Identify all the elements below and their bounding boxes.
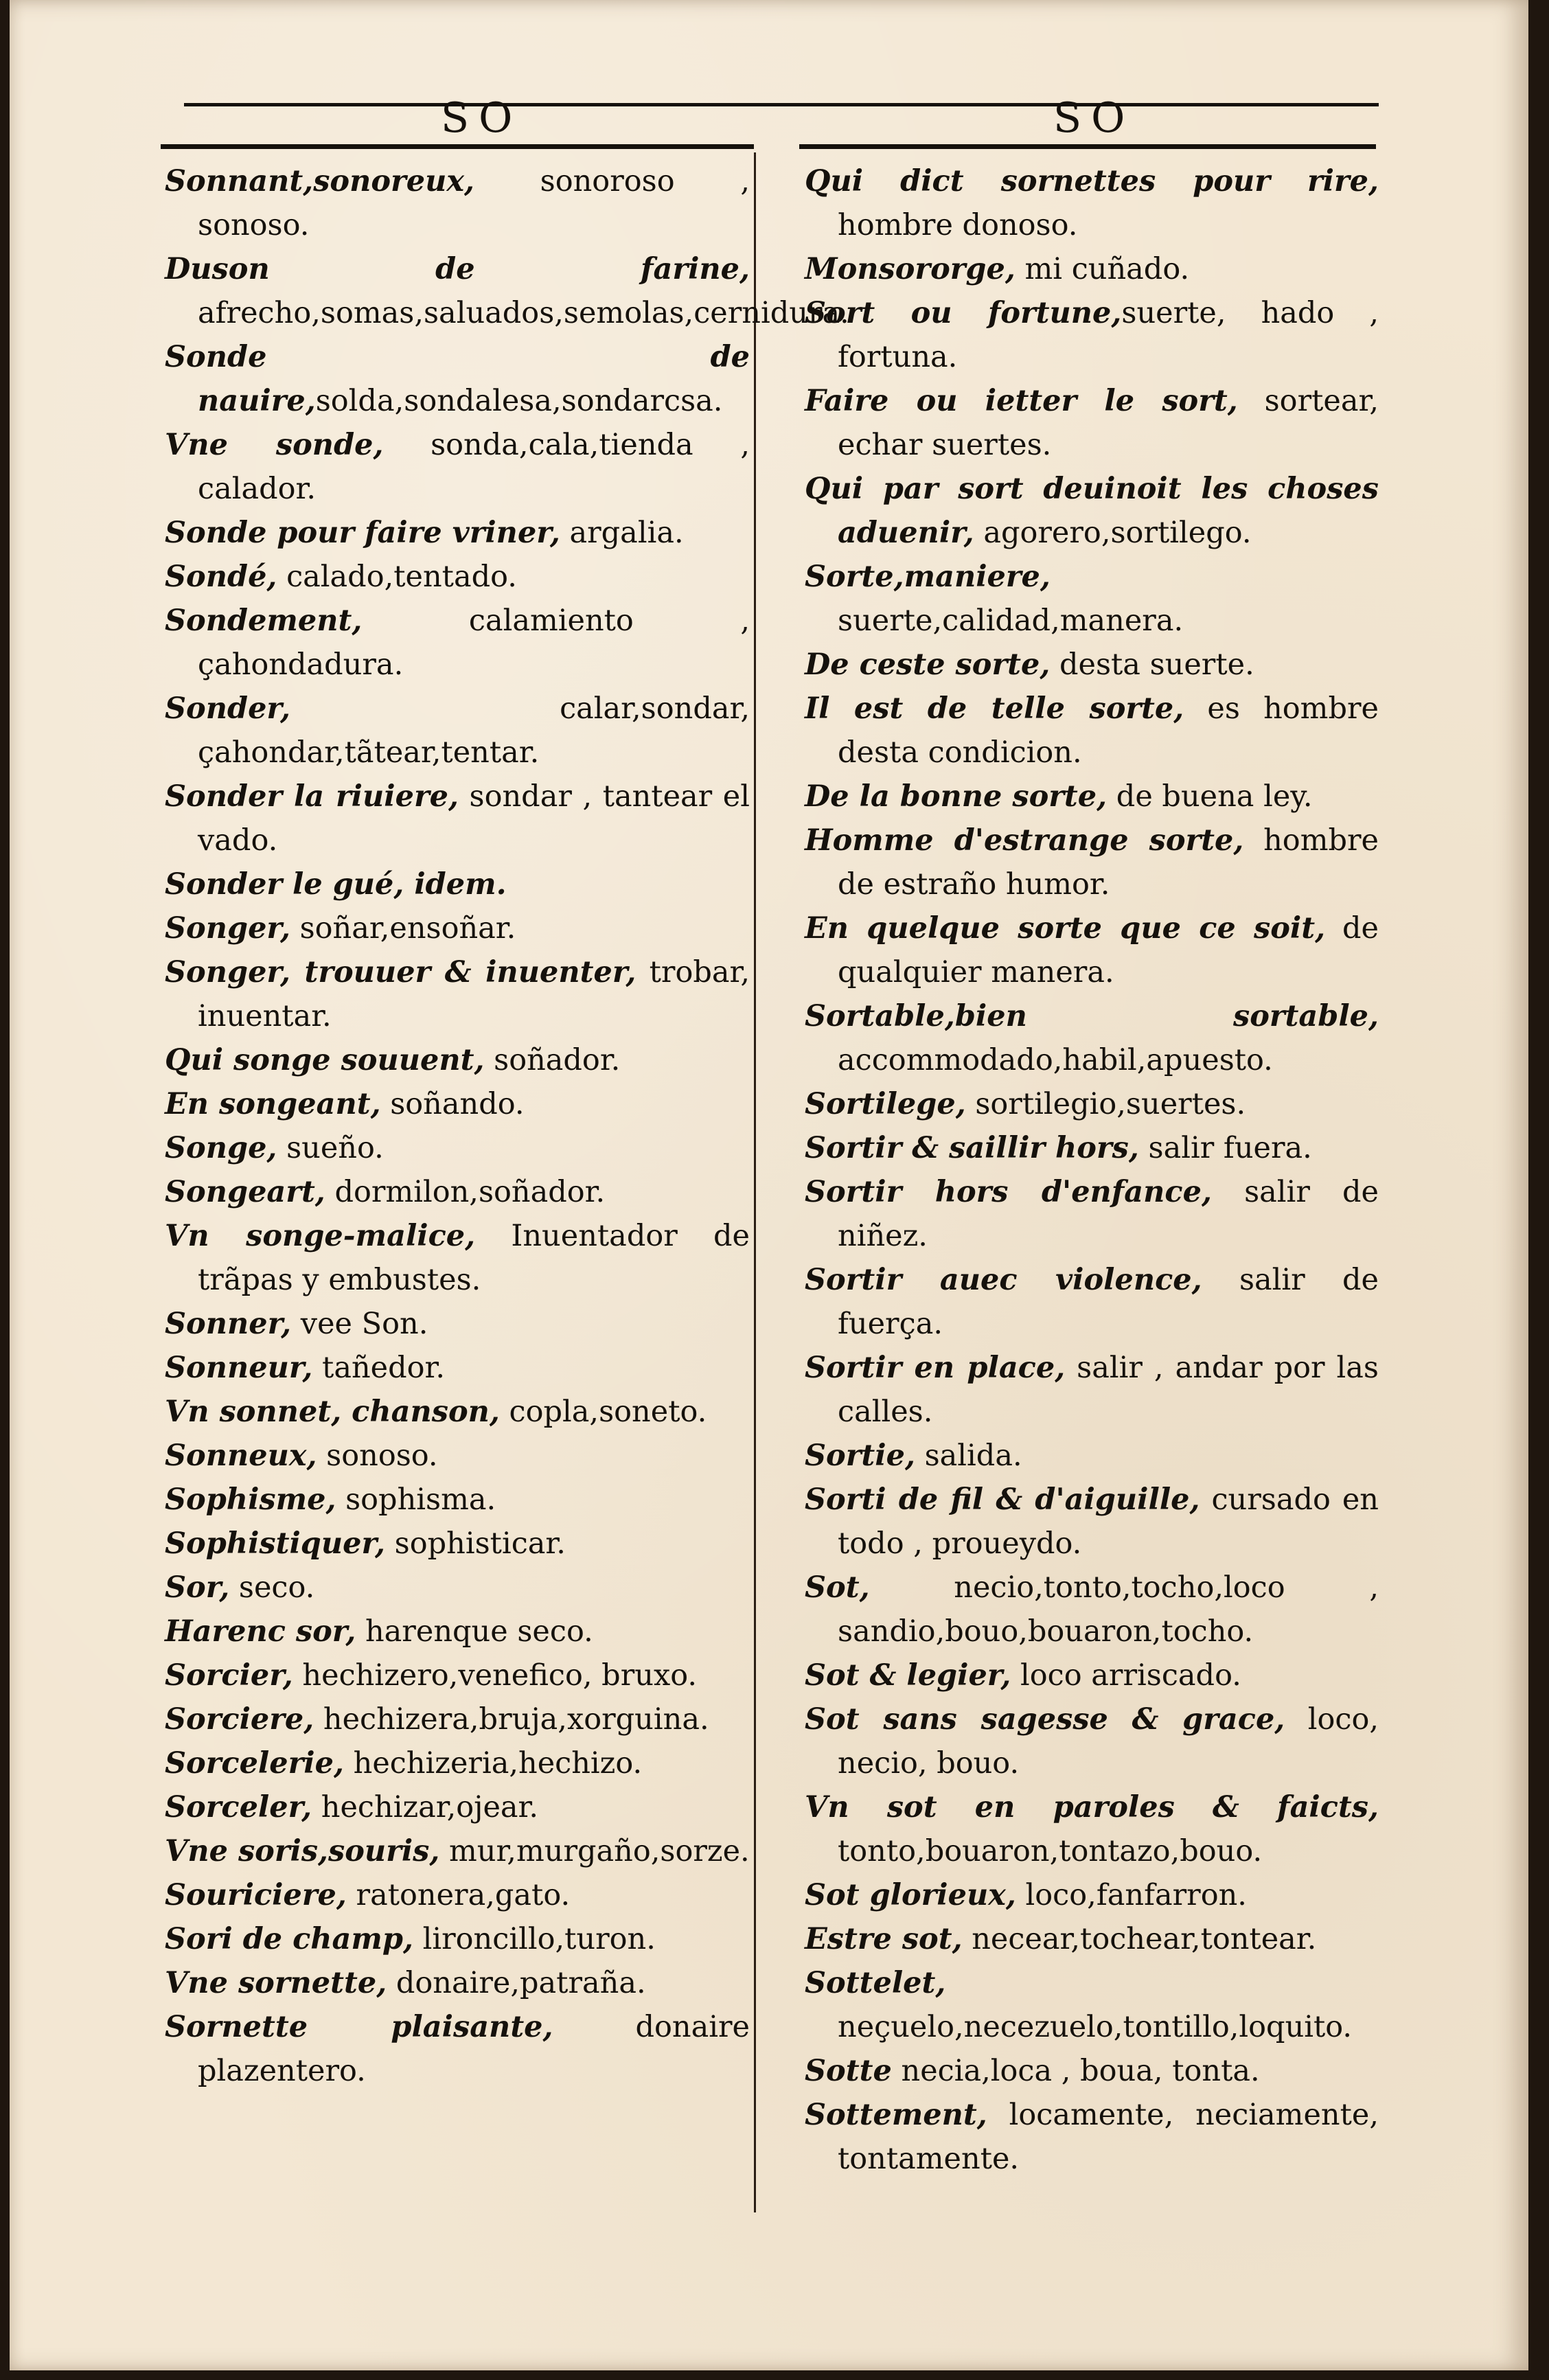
dictionary-entry [165, 1961, 750, 2005]
entry-translation: salir fuera. [1138, 1131, 1312, 1165]
entry-headword: Qui par sort deuinoit les choses aduenir, [805, 472, 1379, 550]
entry-headword: Vn songe-malice, [165, 1219, 476, 1253]
dictionary-entry [805, 1346, 1379, 1434]
entry-headword: Harenc sor, [165, 1614, 356, 1649]
entry-translation: calado,tentado. [277, 560, 517, 594]
entry-translation: Inuentador de trãpas y embustes. [198, 1219, 750, 1297]
entry-headword: Sort ou fortune, [805, 296, 1122, 330]
dictionary-entry [165, 555, 750, 599]
dictionary-entry [805, 467, 1379, 555]
entry-translation: salir , andar por las calles. [838, 1351, 1379, 1429]
dictionary-entry [805, 1785, 1379, 1873]
dictionary-entry [165, 511, 750, 555]
entry-headword: Songer, [165, 911, 290, 946]
dictionary-entry [805, 247, 1379, 291]
dictionary-entry [805, 687, 1379, 775]
dictionary-entry [165, 2005, 750, 2093]
entry-headword: Sottelet, [805, 1966, 946, 2000]
dictionary-entry [165, 1302, 750, 1346]
entry-translation: hechizera,bruja,xorguina. [314, 1702, 709, 1737]
entry-translation: loco, necio, bouo. [838, 1702, 1379, 1781]
entry-headword: Sorti de fil & d'aiguille, [805, 1483, 1200, 1517]
entry-translation: hombre donoso. [838, 208, 1078, 242]
dictionary-entry [805, 1258, 1379, 1346]
entry-translation: donaire,patraña. [387, 1966, 646, 2000]
entry-translation: hombre de estraño humor. [838, 823, 1379, 902]
entry-translation: neçuelo,necezuelo,tontillo,loquito. [838, 2010, 1353, 2044]
dictionary-entry [165, 687, 750, 775]
entry-headword: Songeart, [165, 1175, 325, 1209]
entry-headword: De ceste sorte, [805, 648, 1051, 682]
entry-headword: Sorciere, [165, 1702, 314, 1737]
entry-headword: Sori de champ, [165, 1922, 413, 1956]
entry-translation: suerte,calidad,manera. [838, 604, 1184, 638]
entry-headword: Il est de telle sorte, [805, 691, 1184, 726]
dictionary-page [10, 0, 1528, 2370]
entry-translation: salida. [915, 1439, 1022, 1473]
right-column [805, 159, 1379, 2181]
entry-translation: necia,loca , boua, tonta. [891, 2054, 1260, 2088]
entry-headword: Sortir auec violence, [805, 1263, 1202, 1297]
entry-translation: hechizero,venefico, bruxo. [292, 1658, 698, 1693]
entry-translation: mur,murgaño,sorze. [439, 1834, 750, 1868]
entry-translation: trobar, inuentar. [198, 955, 750, 1033]
entry-translation: sonoso. [317, 1439, 438, 1473]
dictionary-entry [805, 291, 1379, 379]
entry-headword: Sonder, [165, 691, 290, 726]
dictionary-entry [165, 1610, 750, 1654]
entry-translation: solda,sondalesa,sondarcsa. [315, 384, 723, 418]
dictionary-entry [165, 906, 750, 950]
entry-translation: sortilegio,suertes. [965, 1087, 1246, 1121]
header-rule-left [161, 144, 754, 149]
dictionary-entry [805, 1170, 1379, 1258]
entry-translation: hechizeria,hechizo. [343, 1746, 643, 1781]
header-rule-right [799, 144, 1376, 149]
entry-translation: cursado en todo , proueydo. [838, 1483, 1379, 1561]
dictionary-entry [165, 1917, 750, 1961]
entry-translation: mi cuñado. [1015, 252, 1190, 286]
dictionary-entry [805, 775, 1379, 819]
dictionary-entry [165, 1785, 750, 1829]
dictionary-entry [165, 862, 750, 906]
entry-translation: necear,tochear,tontear. [962, 1922, 1317, 1956]
dictionary-entry [805, 1082, 1379, 1126]
entry-headword: Sonde de nauire, [165, 340, 750, 418]
dictionary-entry [805, 1434, 1379, 1478]
dictionary-entry [165, 159, 750, 247]
entry-headword: Sophistiquer, [165, 1526, 385, 1561]
dictionary-entry [805, 643, 1379, 687]
entry-translation: soñador. [484, 1043, 621, 1077]
entry-headword: Songe, [165, 1131, 277, 1165]
entry-headword: Sorte,maniere, [805, 560, 1051, 594]
dictionary-entry [805, 1873, 1379, 1917]
entry-headword: Qui dict sornettes pour rire, [805, 164, 1379, 198]
dictionary-entry [165, 1654, 750, 1697]
entry-headword: Sortir & saillir hors, [805, 1131, 1139, 1165]
entry-headword: Monsororge, [805, 252, 1016, 286]
dictionary-entry [805, 2049, 1379, 2093]
entry-headword: Faire ou ietter le sort, [805, 384, 1238, 418]
dictionary-entry [805, 1566, 1379, 1654]
dictionary-entry [165, 1522, 750, 1566]
entry-translation: argalia. [560, 516, 684, 550]
dictionary-entry [165, 247, 849, 335]
dictionary-entry [165, 1126, 750, 1170]
entry-translation: de qualquier manera. [838, 911, 1379, 989]
entry-headword: Sor, [165, 1570, 230, 1605]
running-header-left: SO [441, 94, 523, 142]
dictionary-entry [805, 1697, 1379, 1785]
entry-translation: soñando. [380, 1087, 525, 1121]
entry-headword: En quelque sorte que ce soit, [805, 911, 1326, 946]
entry-headword: Sondement, [165, 604, 363, 638]
entry-translation: copla,soneto. [499, 1395, 707, 1429]
entry-headword: Sot & legier, [805, 1658, 1011, 1693]
entry-translation: seco. [229, 1570, 315, 1605]
dictionary-entry [165, 335, 750, 423]
dictionary-entry [805, 379, 1379, 467]
entry-translation: lironcillo,turon. [413, 1922, 656, 1956]
entry-translation: dormilon,soñador. [325, 1175, 606, 1209]
entry-headword: Sorcelerie, [165, 1746, 344, 1781]
entry-headword: Sonder le gué, idem. [165, 867, 507, 902]
entry-translation: sonoroso , sonoso. [198, 164, 750, 242]
entry-headword: Sortir hors d'enfance, [805, 1175, 1212, 1209]
entry-headword: Sonnant,sonoreux, [165, 164, 474, 198]
entry-headword: Sondé, [165, 560, 277, 594]
entry-headword: Souriciere, [165, 1878, 347, 1912]
entry-headword: Sortilege, [805, 1087, 966, 1121]
entry-headword: Estre sot, [805, 1922, 963, 1956]
entry-headword: Sorceler, [165, 1790, 312, 1824]
entry-headword: Sophisme, [165, 1483, 336, 1517]
entry-translation: hechizar,ojear. [312, 1790, 539, 1824]
dictionary-entry [805, 1961, 1379, 2049]
entry-translation: salir de niñez. [838, 1175, 1379, 1253]
dictionary-entry [165, 1390, 750, 1434]
entry-headword: Sorcier, [165, 1658, 293, 1693]
dictionary-entry [165, 1082, 750, 1126]
dictionary-entry [805, 2093, 1379, 2181]
dictionary-entry [165, 1478, 750, 1522]
dictionary-entry [165, 775, 750, 862]
dictionary-entry [805, 819, 1379, 906]
dictionary-entry [165, 1434, 750, 1478]
entry-headword: Vn sot en paroles & faicts, [805, 1790, 1379, 1824]
entry-headword: Sonneur, [165, 1351, 313, 1385]
entry-headword: Sonde pour faire vriner, [165, 516, 560, 550]
entry-translation: salir de fuerça. [838, 1263, 1379, 1341]
dictionary-entry [805, 555, 1379, 643]
entry-headword: Sot sans sagesse & grace, [805, 1702, 1285, 1737]
entry-translation: calamiento , çahondadura. [198, 604, 750, 682]
entry-translation: sortear, echar suertes. [838, 384, 1379, 462]
entry-headword: Homme d'estrange sorte, [805, 823, 1244, 858]
entry-translation: calar,sondar, çahondar,tãtear,tentar. [198, 691, 750, 770]
dictionary-entry [805, 1478, 1379, 1566]
entry-translation: desta suerte. [1050, 648, 1254, 682]
dictionary-entry [805, 906, 1379, 994]
dictionary-entry [805, 159, 1379, 247]
entry-headword: De la bonne sorte, [805, 779, 1108, 814]
column-divider [754, 152, 756, 2212]
top-rule [184, 103, 1379, 106]
dictionary-entry [165, 1873, 750, 1917]
entry-headword: Qui songe souuent, [165, 1043, 485, 1077]
dictionary-entry [165, 950, 750, 1038]
dictionary-entry [165, 1038, 750, 1082]
entry-headword: Sottement, [805, 2098, 987, 2132]
entry-headword: Duson de farine, [165, 252, 750, 286]
dictionary-entry [165, 1829, 750, 1873]
entry-headword: Sotte [805, 2054, 892, 2088]
entry-translation: donaire plazentero. [198, 2010, 750, 2088]
entry-headword: Sortable,bien sortable, [805, 999, 1379, 1033]
entry-translation: loco arriscado. [1011, 1658, 1241, 1693]
entry-headword: Sot glorieux, [805, 1878, 1016, 1912]
dictionary-entry [165, 1170, 750, 1214]
entry-translation: agorero,sortilego. [974, 516, 1252, 550]
entry-translation: vee Son. [291, 1307, 428, 1341]
entry-translation: sophisticar. [385, 1526, 566, 1561]
dictionary-entry [165, 599, 750, 687]
entry-translation: sueño. [277, 1131, 384, 1165]
entry-translation: afrecho,somas,saluados,semolas,cernidura. [198, 296, 849, 330]
entry-headword: Vne sornette, [165, 1966, 387, 2000]
dictionary-entry [165, 1566, 750, 1610]
entry-headword: Vn sonnet, chanson, [165, 1395, 500, 1429]
entry-headword: Sortie, [805, 1439, 915, 1473]
entry-headword: Sot, [805, 1570, 870, 1605]
entry-headword: Sonneux, [165, 1439, 317, 1473]
dictionary-entry [805, 994, 1379, 1082]
dictionary-entry [165, 1214, 750, 1302]
entry-headword: Vne soris,souris, [165, 1834, 440, 1868]
dictionary-entry [165, 1741, 750, 1785]
dictionary-entry [805, 1126, 1379, 1170]
dictionary-entry [165, 1697, 750, 1741]
running-header-right: SO [1053, 94, 1135, 142]
entry-translation: locamente, neciamente, tontamente. [838, 2098, 1379, 2176]
entry-headword: Sortir en place, [805, 1351, 1066, 1385]
entry-translation: sonda,cala,tienda , calador. [198, 428, 750, 506]
entry-translation: sophisma. [336, 1483, 496, 1517]
entry-headword: En songeant, [165, 1087, 381, 1121]
entry-headword: Songer, trouuer & inuenter, [165, 955, 636, 989]
entry-translation: ratonera,gato. [346, 1878, 571, 1912]
entry-translation: necio,tonto,tocho,loco , sandio,bouo,bouaron,tocho. [838, 1570, 1379, 1649]
entry-headword: Sonder la riuiere, [165, 779, 459, 814]
entry-translation: es hombre desta condicion. [838, 691, 1379, 770]
entry-headword: Sonner, [165, 1307, 292, 1341]
entry-headword: Sornette plaisante, [165, 2010, 553, 2044]
entry-translation: tañedor. [312, 1351, 446, 1385]
entry-headword: Vne sonde, [165, 428, 384, 462]
dictionary-entry [805, 1917, 1379, 1961]
entry-translation: de buena ley. [1107, 779, 1313, 814]
entry-translation: harenque seco. [356, 1614, 593, 1649]
entry-translation: suerte, hado , fortuna. [838, 296, 1379, 374]
dictionary-entry [805, 1654, 1379, 1697]
dictionary-entry [165, 423, 750, 511]
entry-translation: tonto,bouaron,tontazo,bouo. [838, 1834, 1263, 1868]
entry-translation: soñar,ensoñar. [290, 911, 516, 946]
entry-translation: sondar , tantear el vado. [198, 779, 750, 858]
entry-translation: accommodado,habil,apuesto. [838, 1043, 1273, 1077]
dictionary-entry [165, 1346, 750, 1390]
entry-translation: loco,fanfarron. [1016, 1878, 1247, 1912]
